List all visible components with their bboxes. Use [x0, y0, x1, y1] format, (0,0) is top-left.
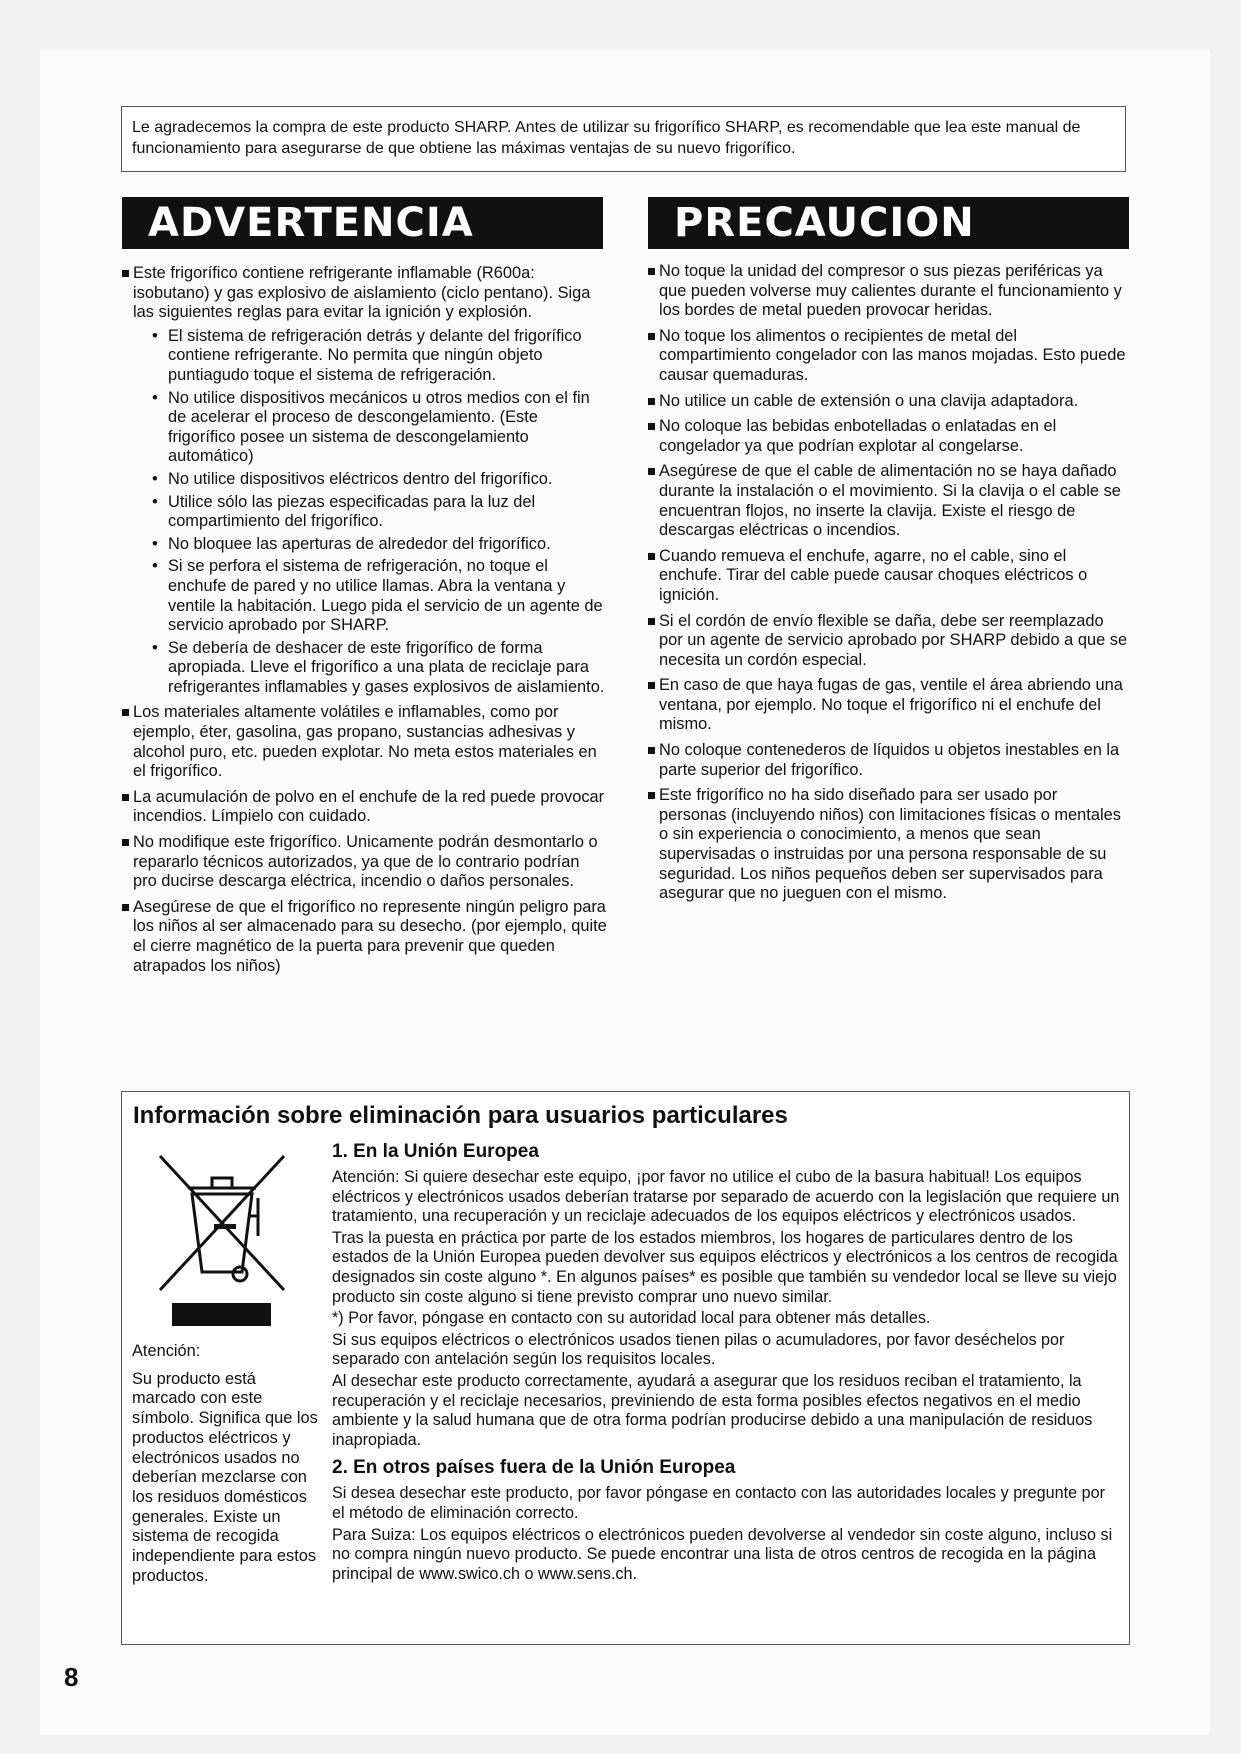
bullet-dot-icon: • [152, 388, 158, 407]
intro-box [121, 106, 1126, 172]
caution-item: Asegúrese de que el cable de alimentación no se haya dañado durante la instalación o el movimiento. Si la clavija o el cable se encuentran flojos, no inserte la clavija. Existe el riesgo de descargas eléctricas o incendios. [648, 462, 1128, 540]
warning-item: Los materiales altamente volátiles e inflamables, como por ejemplo, éter, gasolina, gas propano, sustancias adhesivas y alcohol puro, etc. pueden explotar. No meta estos materiales en el frigorífico. [122, 703, 607, 781]
bullet-square-icon [648, 423, 655, 430]
eu-paragraph: Atención: Si quiere desechar este equipo, ¡por favor no utilice el cubo de la basura habitual! Los equipos eléctricos y electrónicos usados deberían tratarse por separado de acuerdo con la legislación que requiere un tratamiento, una recuperación y un reciclaje adecuados de los equipos eléctricos y electrónicos usados. [332, 1168, 1120, 1226]
caution-item: Este frigorífico no ha sido diseñado para ser usado por personas (incluyendo niños) con limitaciones físicas o mentales o sin experiencia o conocimiento, a menos que sean supervisadas o instruidas por una persona responsable de su seguridad. Los niños pequeños deben ser supervisados para asegurar que no jueguen con el mismo. [648, 786, 1128, 904]
bullet-square-icon [122, 709, 129, 716]
caution-banner: PRECAUCION [648, 197, 1129, 249]
warning-subitem: • No bloquee las aperturas de alrededor del frigorífico. [152, 534, 551, 553]
caution-item: Si el cordón de envío flexible se daña, debe ser reemplazado por un agente de servicio aprobado por SHARP debido a que se necesita un cordón especial. [648, 612, 1128, 671]
disposal-content [332, 1140, 1122, 1586]
crossed-bin-icon [158, 1154, 286, 1294]
eu-heading: 1. En la Unión Europea [332, 1141, 539, 1162]
warning-subitem: • Se debería de deshacer de este frigorífico de forma apropiada. Lleve el frigorífico a una plata de reciclaje para refrigerantes inflamables y gases explosivos de aislamiento. [152, 638, 605, 696]
warning-subitem: • El sistema de refrigeración detrás y delante del frigorífico contiene refrigerante. No permita que ningún objeto puntiagudo toque el sistema de refrigeración. [152, 326, 582, 384]
other-paragraph: Si desea desechar este producto, por favor póngase en contacto con las autoridades locales y pregunte por el método de eliminación correcto. [332, 1484, 1106, 1522]
warning-item: Asegúrese de que el frigorífico no represente ningún peligro para los niños al ser almacenado para su desecho. (por ejemplo, quite el cierre magnético de la puerta para prevenir que queden atrapados los niños) [122, 898, 607, 976]
bullet-dot-icon: • [152, 326, 158, 345]
attention-text: Su producto está marcado con este símbolo. Significa que los productos eléctricos y electrónicos usados no deberían mezclarse con los residuos domésticos generales. Existe un sistema de recogida independiente para estos productos. [132, 1369, 318, 1585]
warning-subitem: • No utilice dispositivos mecánicos u otros medios con el fin de acelerar el proceso de descongelamiento. (Este frigorífico posee un sistema de descongelamiento automático) [152, 388, 590, 466]
bullet-dot-icon: • [152, 492, 158, 511]
eu-paragraph: Al desechar este producto correctamente, ayudará a asegurar que los residuos reciban el tratamiento, la recuperación y el reciclaje necesarios, previniendo de esta forma posibles efectos negativos en el medio ambiente y la salud humana que de otra forma podrían producirse debido a una manipulación de residuos inapropiada. [332, 1371, 1093, 1449]
bullet-square-icon [122, 270, 129, 277]
warning-banner: ADVERTENCIA [122, 197, 603, 249]
caution-item: En caso de que haya fugas de gas, ventile el área abriendo una ventana, por ejemplo. No toque el frigorífico ni el enchufe del mismo. [648, 676, 1128, 735]
warning-subitem: • Utilice sólo las piezas especificadas para la luz del compartimiento del frigorífico. [152, 492, 536, 531]
other-paragraph: Para Suiza: Los equipos eléctricos o electrónicos pueden devolverse al vendedor sin coste alguno, incluso si no compra ningún nuevo producto. Se puede encontrar una lista de otros centros de recogida en la página principal de www.swico.ch o www.sens.ch. [332, 1525, 1113, 1583]
bullet-dot-icon: • [152, 638, 158, 657]
bullet-square-icon [648, 333, 655, 340]
caution-item: Cuando remueva el enchufe, agarre, no el cable, sino el enchufe. Tirar del cable puede causar choques eléctricos o ignición. [648, 547, 1128, 606]
bullet-dot-icon: • [152, 557, 158, 576]
attention-label: Atención: [132, 1342, 201, 1360]
bullet-square-icon [122, 794, 129, 801]
caution-item: No utilice un cable de extensión o una clavija adaptadora. [648, 392, 1128, 412]
caution-item: No toque los alimentos o recipientes de metal del compartimiento congelador con las manos mojadas. Esto puede causar quemaduras. [648, 327, 1128, 386]
other-heading: 2. En otros países fuera de la Unión Europea [332, 1457, 736, 1479]
bullet-square-icon [648, 618, 655, 625]
weee-black-bar [172, 1303, 271, 1326]
warning-subitem: • Si se perfora el sistema de refrigeración, no toque el enchufe de pared y no utilice llamas. Abra la ventana y ventile la habitación. Luego pida el servicio de un agente de servicio aprobado por SHARP. [152, 557, 603, 635]
eu-paragraph: *) Por favor, póngase en contacto con su autoridad local para obtener más detalles. [332, 1309, 931, 1328]
bullet-square-icon [648, 553, 655, 560]
eu-paragraph: Tras la puesta en práctica por parte de los estados miembros, los hogares de particulares dentro de los estados de la Unión Europea pueden devolver sus equipos eléctricos y electrónicos a los centros de recogida designados sin coste alguno *. En algunos países* es posible que también su vendedor local se lleve su viejo producto sin coste alguno si tiene previsto comprar uno nuevo similar. [332, 1228, 1118, 1306]
warning-item: Este frigorífico contiene refrigerante inflamable (R600a: isobutano) y gas explosivo de aislamiento (ciclo pentano). Siga las siguientes reglas para evitar la ignición y explosión. • El sistema de refrigeración detrás y delante del frigorífico contiene refrigerante. No permita que ningún objeto puntiagudo toque el sistema de refrigeración. • No utilice dispositivos mecánicos u otros medios con el fin de acelerar el proceso de descongelamiento. (Este frigorífico posee un sistema de descongelamiento automático) • No utilice dispositivos eléctricos dentro del frigorífico. • Utilice sólo las piezas especificadas para la luz del compartimiento del frigorífico. • No bloquee las aperturas de alrededor del frigorífico. • Si se perfora el sistema de refrigeración, no toque el enchufe de pared y no utilice llamas. Abra la ventana y ventile la habitación. Luego pida el servicio de un agente de servicio aprobado por SHARP. • Se debería de deshacer de este frigorífico de forma apropiada. Lleve el frigorífico a una plata de reciclaje para refrigerantes inflamables y gases explosivos de aislamiento. [122, 264, 607, 697]
bullet-square-icon [648, 398, 655, 405]
bullet-square-icon [648, 468, 655, 475]
warning-item: No modifique este frigorífico. Unicamente podrán desmontarlo o repararlo técnicos autorizados, ya que de lo contrario podrían pro ducirse descarga eléctrica, incendio o daños personales. [122, 833, 607, 892]
caution-item: No coloque contenederos de líquidos u objetos inestables en la parte superior del frigorífico. [648, 741, 1128, 780]
eu-paragraph: Si sus equipos eléctricos o electrónicos usados tienen pilas o acumuladores, por favor deséchelos por separado con antelación según los requisitos locales. [332, 1330, 1065, 1369]
bullet-square-icon [122, 904, 129, 911]
bullet-square-icon [648, 747, 655, 754]
bullet-square-icon [648, 792, 655, 799]
bullet-square-icon [648, 682, 655, 689]
disposal-info-box [121, 1091, 1130, 1645]
bullet-square-icon [122, 839, 129, 846]
disposal-title: Información sobre eliminación para usuarios particulares [133, 1102, 788, 1129]
caution-item: No coloque las bebidas enbotelladas o enlatadas en el congelador ya que podrían explotar al congelarse. [648, 417, 1128, 456]
bullet-square-icon [648, 268, 655, 275]
warning-list [122, 264, 607, 982]
bullet-dot-icon: • [152, 469, 158, 488]
warning-sublist [138, 327, 607, 698]
caution-list [648, 262, 1128, 910]
warning-item: La acumulación de polvo en el enchufe de la red puede provocar incendios. Límpielo con cuidado. [122, 788, 607, 827]
intro-text: Le agradecemos la compra de este producto SHARP. Antes de utilizar su frigorífico SHARP, es recomendable que lea este manual de funcionamiento para asegurarse de que obtiene las máximas ventajas de su nuevo frigorífico. [132, 119, 1081, 157]
attention-note [132, 1342, 322, 1586]
page-number: 8 [64, 1662, 79, 1692]
warning-subitem: • No utilice dispositivos eléctricos dentro del frigorífico. [152, 469, 553, 488]
caution-item: No toque la unidad del compresor o sus piezas periféricas ya que pueden volverse muy calientes durante el funcionamiento y los bordes de metal pueden provocar heridas. [648, 262, 1128, 321]
bullet-dot-icon: • [152, 534, 158, 553]
